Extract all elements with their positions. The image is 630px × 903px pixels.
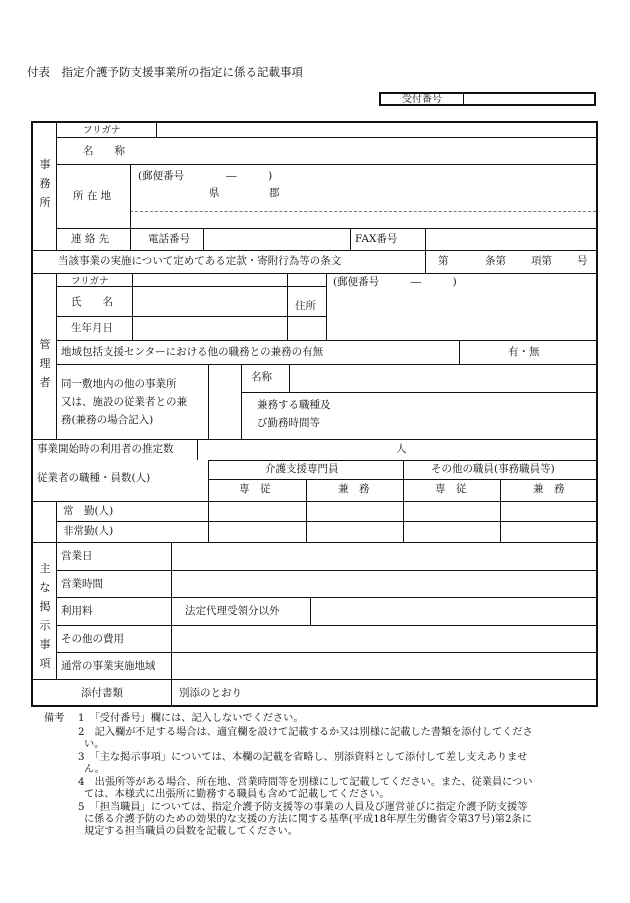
rule (156, 123, 157, 137)
concurrent-line-3: 務(兼務の場合記入) (61, 414, 154, 426)
rule (56, 137, 596, 138)
rule (56, 570, 596, 571)
rule (203, 228, 204, 250)
office-furigana-label: フリガナ (83, 125, 121, 136)
note-5b: に係る介護予防のための効果的な支援の方法に関する基準(平成18年厚生労働省令第37号)第2条に (84, 814, 532, 825)
attachments-value: 別添のとおり (179, 687, 242, 699)
staff-row-regular: 常 勤(人) (63, 505, 114, 517)
concurrent-line-1: 同一敷地内の他の事業所 (61, 378, 177, 390)
contact-label: 連 絡 先 (71, 233, 110, 245)
other-costs-label: その他の費用 (61, 633, 124, 645)
articles-ko: 項第 (531, 255, 552, 267)
note-2a: 2 記入欄が不足する場合は、適宜欄を設けて記載するか又は別様に記載した書類を添付してくださ (78, 727, 533, 738)
rule (208, 479, 596, 480)
concurrent-line-2: 又は、施設の従業者との兼 (61, 396, 187, 408)
receipt-number-label: 受付番号 (381, 94, 464, 104)
note-2b: い。 (84, 739, 105, 750)
manager-birthdate-label: 生年月日 (71, 322, 113, 334)
note-3b: ん。 (84, 764, 105, 775)
concurrent-duty-line-1: 兼務する職種及 (257, 399, 331, 411)
concurrent-duty-line-2: び勤務時間等 (257, 417, 320, 429)
gun-label: 郡 (269, 187, 280, 199)
note-4a: 4 出張所等がある場合、所在地、営業時間等を別様にして記載してください。また、従業員につい (78, 777, 533, 788)
manager-residence-label: 住所 (295, 300, 316, 312)
rule (241, 364, 242, 439)
rule (306, 479, 307, 542)
manager-name-label: 氏 名 (71, 296, 113, 308)
office-heading: 事務所 (39, 158, 51, 209)
rule (56, 123, 57, 250)
rule (208, 364, 209, 439)
rule (130, 164, 131, 228)
rule (241, 392, 596, 393)
prefecture-label: 県 (209, 187, 220, 199)
staff-label: 従業者の職種・員数(人) (37, 472, 151, 484)
rule (56, 228, 596, 229)
concurrent-center-label: 地域包括支援センターにおける他の職務との兼務の有無 (61, 346, 324, 358)
rule (500, 479, 501, 542)
rule (171, 679, 172, 707)
rule (208, 460, 596, 461)
fee-note: 法定代理受領分以外 (185, 605, 280, 617)
manager-furigana-label: フリガナ (71, 276, 109, 287)
note-4b: ては、本様式に出張所に勤務する職員も含めて記載してください。 (84, 789, 390, 800)
office-address-label: 所 在 地 (73, 190, 112, 202)
receipt-number-box[interactable] (379, 92, 596, 106)
attachments-label: 添付書類 (81, 687, 123, 699)
office-name-label: 名 称 (83, 145, 125, 157)
rule (56, 340, 596, 341)
articles-dai: 第 (438, 255, 449, 267)
rule (56, 273, 57, 439)
rule (208, 460, 209, 542)
care-manager-header: 介護支援専門員 (265, 463, 339, 475)
posted-items-heading: 主な掲示事項 (39, 562, 51, 670)
estimated-users-label: 事業開始時の利用者の推定数 (37, 443, 174, 455)
note-5c: 規定する担当職員の員数を記載してください。 (84, 826, 298, 837)
fee-label: 利用料 (61, 605, 93, 617)
rule (310, 597, 311, 625)
articles-go: 号 (577, 255, 588, 267)
concurrent-yes-no: 有・無 (508, 346, 540, 358)
other-office-name-label: 名称 (251, 371, 272, 383)
rule (33, 250, 596, 251)
rule (56, 542, 57, 679)
care-manager-concurrent: 兼 務 (338, 483, 370, 495)
note-3a: 3 「主な掲示事項」については、本欄の記載を省略し、別添資料として添付して差し支えありませ (78, 752, 528, 763)
fax-label: FAX番号 (355, 233, 398, 245)
other-staff-concurrent: 兼 務 (533, 483, 565, 495)
rule (459, 340, 460, 364)
rule (33, 542, 596, 543)
rule (33, 501, 596, 502)
rule (33, 679, 596, 680)
rule (56, 501, 57, 542)
rule (56, 164, 596, 165)
service-area-label: 通常の事業実施地域 (61, 660, 156, 672)
business-days-label: 営業日 (61, 550, 93, 562)
other-staff-header: その他の職員(事務職員等) (431, 463, 555, 475)
rule (171, 542, 172, 679)
rule (289, 364, 290, 392)
document-title: 付表 指定介護予防支援事業所の指定に係る記載事項 (27, 65, 303, 79)
rule (56, 597, 596, 598)
business-hours-label: 営業時間 (61, 578, 103, 590)
phone-label: 電話番号 (148, 233, 190, 245)
articles-label: 当該事業の実施について定めてある定款・寄附行為等の条文 (58, 255, 342, 267)
staff-row-part-time: 非常勤(人) (63, 525, 114, 537)
rule (197, 439, 198, 460)
rule (130, 228, 131, 250)
manager-heading: 管理者 (39, 338, 51, 389)
rule (326, 273, 327, 340)
rule (56, 316, 326, 317)
care-manager-full-time: 専 従 (239, 483, 271, 495)
note-1: 1 「受付番号」欄には、記入しないでください。 (78, 713, 304, 724)
rule (403, 460, 404, 542)
dashed-rule (130, 211, 596, 212)
rule (425, 228, 426, 250)
manager-postal-code: (郵便番号 ― ) (333, 276, 457, 288)
rule (33, 439, 596, 440)
rule (56, 521, 596, 522)
estimated-users-unit: 人 (396, 443, 407, 455)
rule (33, 273, 596, 274)
office-postal-code: (郵便番号 ― ) (138, 170, 273, 182)
rule (56, 625, 596, 626)
rule (350, 228, 351, 250)
rule (425, 250, 426, 273)
rule (132, 273, 133, 340)
other-staff-full-time: 専 従 (435, 483, 467, 495)
note-5a: 5 「担当職員」については、指定介護予防支援等の事業の人員及び運営並びに指定介護予防支援等 (78, 802, 528, 813)
application-form-table (31, 121, 598, 707)
notes-heading: 備考 (44, 713, 65, 724)
rule (56, 652, 596, 653)
rule (56, 364, 596, 365)
rule (287, 273, 288, 340)
articles-jo: 条第 (485, 255, 506, 267)
